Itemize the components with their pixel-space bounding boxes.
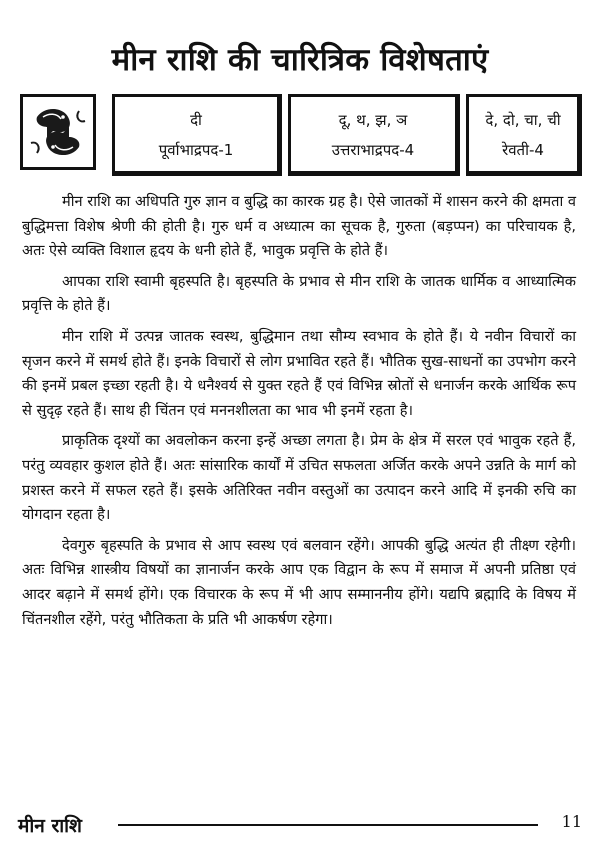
nakshatra-letters: दू, थ, झ, ञ bbox=[338, 111, 408, 129]
pisces-fish-icon bbox=[23, 97, 93, 167]
page-number: 11 bbox=[561, 812, 582, 831]
nakshatra-box-revati bbox=[466, 94, 582, 176]
nakshatra-name: रेवती-4 bbox=[502, 141, 544, 159]
nakshatra-letters: दी bbox=[190, 111, 202, 129]
paragraph: देवगुरु बृहस्पति के प्रभाव से आप स्वस्थ एवं बलवान रहेंगे। आपकी बुद्धि अत्यंत ही तीक्ष्ण रहेगी। अतः विभिन्न शास्त्रीय विषयों का ज्ञानार्जन करके आप एक विद्वान के रूप में समाज में अपनी प्रतिष्ठा एवं आदर बढ़ाने में समर्थ होंगे। एक विचारक के रूप में भी आप सम्माननीय होंगे। यद्यपि ब्रह्मादि के विषय में चिंतनशील रहेंगे, परंतु भौतिकता के प्रति भी आकर्षण रहेगा। bbox=[22, 536, 576, 628]
nakshatra-header bbox=[20, 94, 582, 178]
nakshatra-letters: दे, दो, चा, ची bbox=[485, 111, 561, 129]
page-title: मीन राशि की चारित्रिक विशेषताएं bbox=[111, 42, 489, 78]
paragraph: मीन राशि में उत्पन्न जातक स्वस्थ, बुद्धिमान तथा सौम्य स्वभाव के होते हैं। ये नवीन विचारों का सृजन करने में समर्थ होते हैं। इनके विचारों से लोग प्रभावित रहते हैं। भौतिक सुख-साधनों का उपभोग करने की इनमें प्रबल इच्छा रहती है। ये धनैश्वर्य से युक्त रहते हैं एवं विभिन्न स्रोतों से धनार्जन करके आर्थिक रूप से सुदृढ़ रहते हैं। साथ ही चिंतन एवं मननशीलता का भाव भी इनमें रहता है। bbox=[22, 327, 576, 419]
body-text bbox=[22, 190, 576, 638]
footer-rule bbox=[118, 824, 538, 826]
nakshatra-box-purvabhadrapada bbox=[112, 94, 282, 176]
page-footer bbox=[18, 812, 582, 836]
footer-label: मीन राशि bbox=[18, 815, 82, 837]
nakshatra-name: पूर्वाभाद्रपद-1 bbox=[158, 141, 234, 159]
nakshatra-box-uttarabhadrapada bbox=[288, 94, 460, 176]
nakshatra-name: उत्तराभाद्रपद-4 bbox=[331, 141, 415, 159]
paragraph: मीन राशि का अधिपति गुरु ज्ञान व बुद्धि का कारक ग्रह है। ऐसे जातकों में शासन करने की क्षमता व बुद्धिमत्ता विशेष श्रेणी की होती है। गुरु धर्म व अध्यात्म का सूचक है, गुरुता (बड़प्पन) का परिचायक है, अतः ऐसे व्यक्ति विशाल हृदय के धनी होते हैं, भावुक प्रवृत्ति के होते हैं। bbox=[22, 193, 576, 260]
zodiac-logo bbox=[20, 94, 96, 170]
paragraph: प्राकृतिक दृश्यों का अवलोकन करना इन्हें अच्छा लगता है। प्रेम के क्षेत्र में सरल एवं भावुक रहते हैं, परंतु व्यवहार कुशल होते हैं। अतः सांसारिक कार्यों में उचित सफलता अर्जित करके अपने उन्नति के मार्ग को प्रशस्त करने में सफल रहते हैं। इसके अतिरिक्त नवीन वस्तुओं का उत्पादन करने आदि में इनकी रुचि का योगदान रहता है। bbox=[22, 432, 576, 524]
paragraph: आपका राशि स्वामी बृहस्पति है। बृहस्पति के प्रभाव से मीन राशि के जातक धार्मिक व आध्यात्मिक प्रवृत्ति के होते हैं। bbox=[22, 272, 576, 315]
